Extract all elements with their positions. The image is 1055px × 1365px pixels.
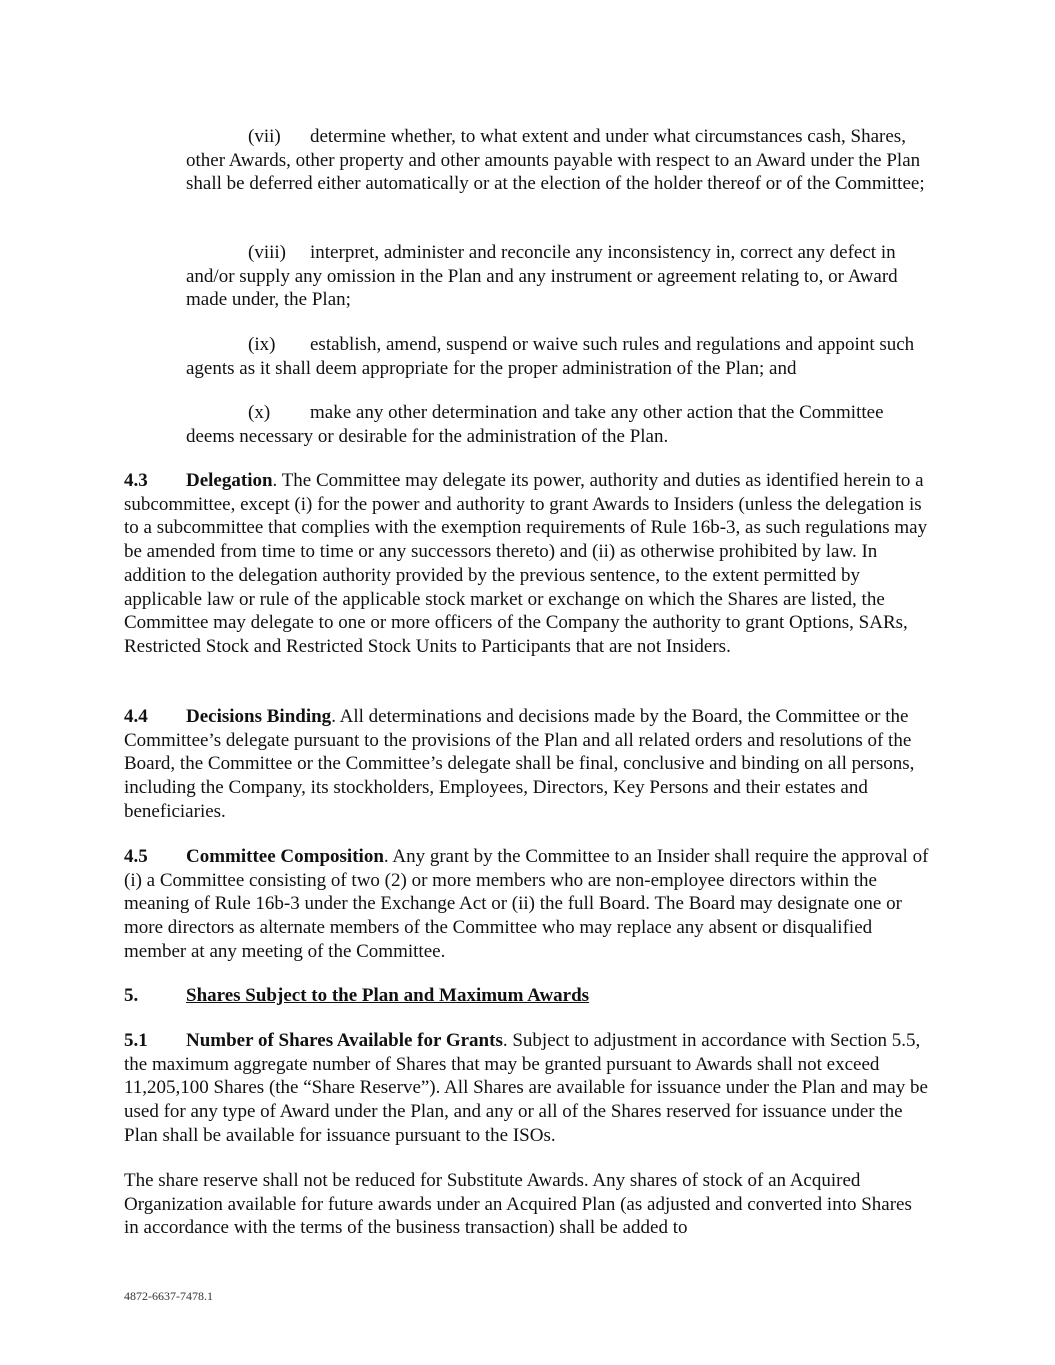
document-id-footer: 4872-6637-7478.1 (124, 1289, 213, 1303)
section-text: . The Committee may delegate its power, authority and duties as identified herein to a subcommittee, except (i) for the power and authority to grant Awards to Insiders (unless the delegation is to a subcommittee that complies with the exemption requirements of Rule 16b-3, as such regulations may be amended from time to time or any successors thereto) and (ii) as otherwise prohibited by law. In addition to the delegation authority provided by the previous sentence, to the extent permitted by applicable law or rule of the applicable stock market or exchange on which the Shares are listed, the Committee may delegate to one or more officers of the Company the authority to grant Options, SARs, Restricted Stock and Restricted Stock Units to Participants that are not Insiders. (124, 470, 928, 657)
item-text: make any other determination and take any other action that the Committee deems necessary or desirable for the administration of the Plan. (186, 402, 884, 447)
heading-title: Shares Subject to the Plan and Maximum Awards (186, 985, 590, 1006)
section-4-5 (124, 845, 931, 964)
item-text: establish, amend, suspend or waive such rules and regulations and appoint such agents as it shall deem appropriate for the proper administration of the Plan; and (186, 334, 915, 379)
section-text: . Any grant by the Committee to an Insider shall require the approval of (i) a Committee consisting of two (2) or more members who are non-employee directors within the meaning of Rule 16b-3 under the Exchange Act or (ii) the full Board. The Board may designate one or more directors as alternate members of the Committee who may replace any absent or disqualified member at any meeting of the Committee. (124, 846, 929, 962)
heading-number: 5. (124, 985, 139, 1006)
section-text: . All determinations and decisions made by the Board, the Committee or the Committee’s delegate pursuant to the provisions of the Plan and all related orders and resolutions of the Board, the Committee or the Committee’s delegate shall be final, conclusive and binding on all persons, including the Company, its stockholders, Employees, Directors, Key Persons and their estates and beneficiaries. (124, 706, 915, 822)
list-item (186, 333, 931, 380)
section-number: 4.3 (124, 470, 148, 491)
section-title: Delegation (186, 470, 273, 491)
paragraph: The share reserve shall not be reduced for Substitute Awards. Any shares of stock of an Acquired Organization available for future awards under an Acquired Plan (as adjusted and converted into Shares in accordance with the terms of the business transaction) shall be added to (124, 1170, 912, 1239)
section-5-heading (124, 984, 931, 1008)
item-text: determine whether, to what extent and under what circumstances cash, Shares, other Awards, other property and other amounts payable with respect to an Award under the Plan shall be deferred either automatically or at the election of the holder thereof or of the Committee; (186, 126, 925, 195)
item-number: (x) (248, 402, 271, 423)
item-number: (viii) (248, 242, 286, 263)
section-title: Committee Composition (186, 846, 384, 867)
section-number: 4.4 (124, 706, 148, 727)
section-4-4 (124, 705, 931, 824)
list-item (186, 401, 931, 448)
list-item (186, 125, 931, 196)
section-title: Decisions Binding (186, 706, 332, 727)
section-number: 5.1 (124, 1030, 148, 1051)
item-text: interpret, administer and reconcile any inconsistency in, correct any defect in and/or supply any omission in the Plan and any instrument or agreement relating to, or Award made under, the Plan; (186, 242, 898, 311)
item-number: (vii) (248, 126, 281, 147)
section-5-1 (124, 1029, 931, 1148)
section-4-3 (124, 469, 931, 659)
section-text: . Subject to adjustment in accordance with Section 5.5, the maximum aggregate number of Shares that may be granted pursuant to Awards shall not exceed 11,205,100 Shares (the “Share Reserve”). All Shares are available for issuance under the Plan and may be used for any type of Award under the Plan, and any or all of the Shares reserved for issuance under the Plan shall be available for issuance pursuant to the ISOs. (124, 1030, 928, 1146)
section-title: Number of Shares Available for Grants (186, 1030, 503, 1051)
section-number: 4.5 (124, 846, 148, 867)
list-item (186, 241, 931, 312)
item-number: (ix) (248, 334, 276, 355)
